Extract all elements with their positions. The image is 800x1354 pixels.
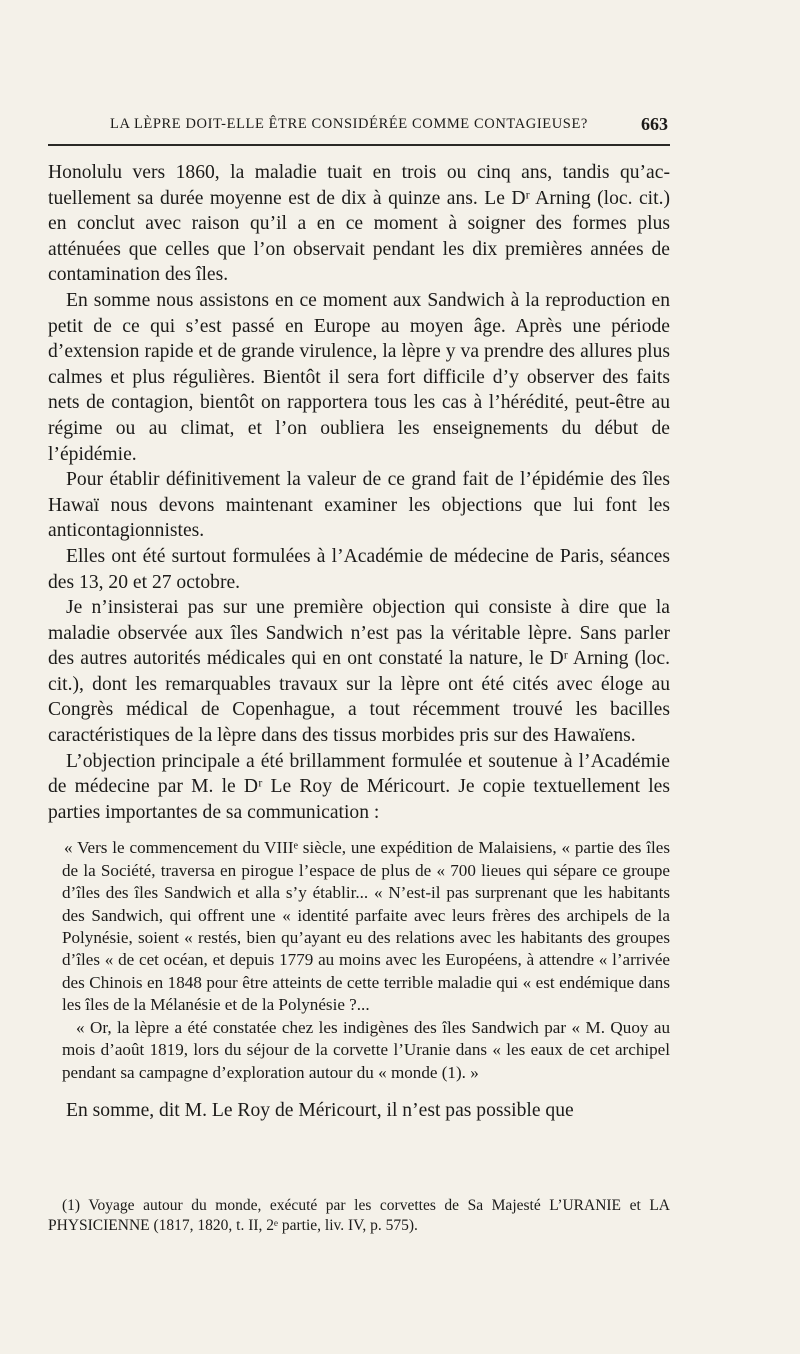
paragraph-6: L’objection principale a été brillamment formulée et soutenue à l’Académie de médecine par M. le Dʳ Le Roy de Méricourt. Je copie textuellement les parties importantes de sa communication : xyxy=(48,750,670,823)
paragraph-5: Je n’insisterai pas sur une première objection qui consiste à dire que la maladie observée aux îles Sandwich n’est pas la véritable lèpre. Sans parler des autres autorités médicales qui en ont constaté la nature, le Dʳ Arning (loc. cit.), dont les remarquables travaux sur la lèpre ont été cités avec éloge au Congrès médical de Copenhague, a tout récemment trouvé les bacilles caractéristiques de la lèpre dans des tissus morbides pris sur des Hawaïens. xyxy=(48,597,670,747)
body-text xyxy=(48,160,670,1124)
paragraph-1: Honolulu vers 1860, la maladie tuait en trois ou cinq ans, tandis qu’actuellement sa durée moyenne est de dix à quinze ans. Le Dʳ Arning (loc. cit.) en conclut avec raison qu’il a en ce moment à soigner des formes plus atténuées que celles que l’on observait pendant les dix premières années de contamination des îles. xyxy=(48,162,670,286)
closing-paragraph: En somme, dit M. Le Roy de Méricourt, il n’est pas possible que xyxy=(66,1099,574,1121)
paragraph-4: Elles ont été surtout formulées à l’Académie de médecine de Paris, séances des 13, 20 et 27 octobre. xyxy=(48,545,670,593)
page-number: 663 xyxy=(641,114,668,134)
paragraph-3: Pour établir définitivement la valeur de ce grand fait de l’épidémie des îles Hawaï nous devons maintenant examiner les objections que lui font les anticontagionnistes. xyxy=(48,469,670,542)
quotation-2: « Or, la lèpre a été constatée chez les indigènes des îles Sandwich par « M. Quoy au mois d’août 1819, lors du séjour de la corvette l’Uranie dans « les eaux de cet archipel pendant sa campagne d’exploration autour du « monde (1). » xyxy=(62,1017,670,1082)
paragraph-2: En somme nous assistons en ce moment aux Sandwich à la reproduction en petit de ce qui s’est passé en Europe au moyen âge. Après une période d’extension rapide et de grande virulence, la lèpre y va prendre des allures plus calmes et plus régulières. Bientôt il sera fort difficile d’y observer des faits nets de contagion, bientôt on rapportera tous les cas à l’hérédité, peut-être au régime ou au climat, et l’on oubliera les enseignements du début de l’épidémie. xyxy=(48,289,670,465)
running-title: LA LÈPRE DOIT-ELLE ÊTRE CONSIDÉRÉE COMME CONTAGIEUSE? xyxy=(110,116,588,132)
running-head xyxy=(48,116,668,138)
header-rule xyxy=(48,144,670,146)
quotation-1: « Vers le commencement du VIIIᵉ siècle, une expédition de Malaisiens, « partie des îles de la Société, traversa en pirogue l’espace de plus de « 700 lieues qui sépare ce groupe d’îles des îles Sandwich et alla s’y établir... « N’est-il pas surprenant que les habitants des Sandwich, qui offrent une « identité parfaite avec leurs frères des archipels de la Polynésie, soient « restés, bien qu’ayant eu des relations avec les habitants des groupes d’îles « de cet océan, et depuis 1779 au moins avec les Européens, à attendre « l’arrivée des Chinois en 1848 pour être atteints de cette terrible maladie qui « est endémique dans les îles de la Mélanésie et de la Polynésie ?... xyxy=(62,838,670,1015)
footnote: (1) Voyage autour du monde, exécuté par les corvettes de Sa Majesté L’URANIE et LA PHYSICIENNE (1817, 1820, t. II, 2ᵉ partie, liv. IV, p. 575). xyxy=(48,1197,670,1234)
